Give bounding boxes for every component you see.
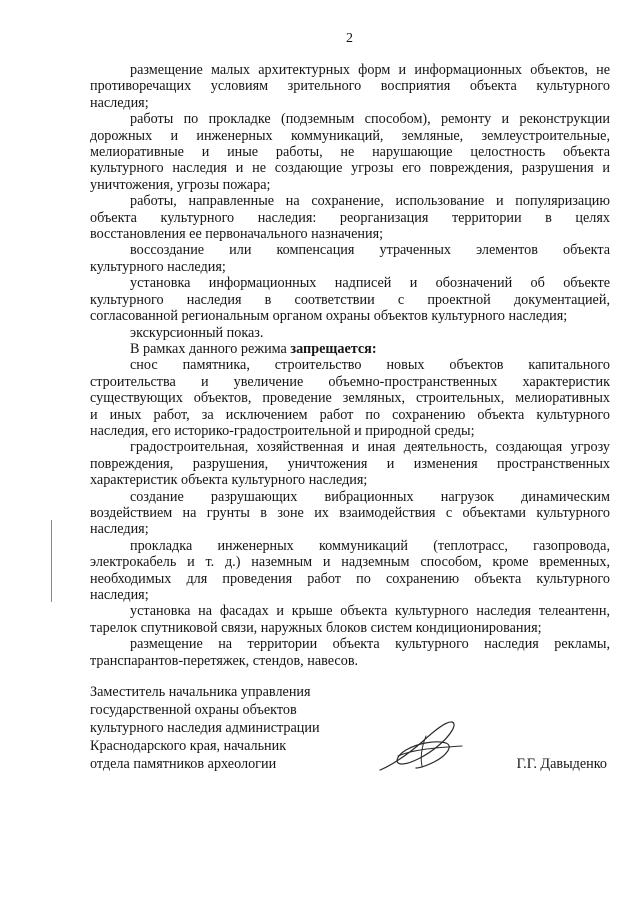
text-line: необходимых для проведения работ по сохранению объекта культурного — [90, 570, 610, 587]
text-line: культурного наследия в соответствии с проектной документацией, — [90, 291, 610, 308]
text-line: существующих объектов, проведение земляных, строительных, мелиоративных — [90, 390, 610, 407]
text-line — [90, 341, 610, 357]
text-line: повреждения, разрушения, уничтожения и изменения пространственных — [90, 455, 610, 472]
page-number: 2 — [346, 31, 353, 46]
paragraph-prohibited-vibration — [90, 489, 610, 538]
text-line: наследия; — [90, 587, 149, 603]
paragraph-permitted-preservation-works — [90, 193, 610, 242]
text-line: воздействием на грунты в зоне их взаимодействия с объектами культурного — [90, 504, 610, 521]
prohibited-keyword: запрещается: — [290, 340, 377, 357]
text-line: размещение на территории объекта культурного наследия рекламы, — [130, 636, 610, 653]
paragraph-permitted-excursions — [90, 325, 610, 341]
text-line: размещение малых архитектурных форм и информационных объектов, не — [130, 62, 610, 78]
document-body — [90, 62, 610, 669]
position-line: Заместитель начальника управления — [90, 684, 311, 700]
paragraph-permitted-utility-works — [90, 111, 610, 193]
text-line: градостроительная, хозяйственная и иная деятельность, создающая угрозу — [130, 439, 610, 456]
scan-edge-line — [51, 520, 52, 602]
text-line: дорожных и инженерных коммуникаций, земляные, землеустроительные, — [90, 127, 610, 144]
paragraph-regime-prohibited-heading — [90, 341, 610, 357]
text-line: строительства и увеличение объемно-пространственных характеристик — [90, 373, 610, 390]
text-line: культурного наследия и не создающие угрозы его повреждения, разрушения и — [90, 160, 610, 177]
text-line: установка на фасадах и крыше объекта культурного наследия телеантенн, — [130, 603, 610, 620]
position-line: государственной охраны объектов — [90, 702, 297, 718]
text-line: тарелок спутниковой связи, наружных блоков систем кондиционирования; — [90, 619, 542, 636]
text-line: согласованной региональным органом охраны объектов культурного наследия; — [90, 308, 568, 325]
paragraph-prohibited-demolition — [90, 357, 610, 439]
text-line: противоречащих условиям зрительного восприятия объекта культурного — [90, 78, 610, 95]
signatory-name: Г.Г. Давыденко — [516, 756, 607, 772]
position-line: культурного наследия администрации — [90, 720, 320, 736]
regime-intro: В рамках данного режима — [130, 340, 291, 357]
paragraph-permitted-info-signs — [90, 275, 610, 324]
handwritten-signature-icon — [376, 716, 466, 776]
text-line: экскурсионный показ. — [130, 324, 264, 341]
text-line: прокладка инженерных коммуникаций (теплотрасс, газопровода, — [130, 537, 610, 554]
text-line: работы по прокладке (подземным способом), ремонту и реконструкции — [130, 111, 610, 128]
text-line: характеристик объекта культурного наследия; — [90, 472, 368, 489]
text-line: работы, направленные на сохранение, использование и популяризацию — [130, 193, 610, 210]
signatory-position — [90, 683, 390, 773]
text-line: создание разрушающих вибрационных нагрузок динамическим — [130, 488, 610, 505]
text-line: наследия; — [90, 94, 149, 111]
paragraph-prohibited-advertising — [90, 636, 610, 669]
paragraph-prohibited-activity — [90, 439, 610, 488]
paragraph-prohibited-utilities — [90, 538, 610, 604]
paragraph-permitted-reconstruction — [90, 242, 610, 275]
text-line: объекта культурного наследия: реорганизация территории в целях — [90, 209, 610, 226]
position-line: отдела памятников археологии — [90, 756, 277, 772]
text-line: установка информационных надписей и обозначений об объекте — [130, 275, 610, 292]
text-line: мелиоративные и иные работы, не нарушающие целостность объекта — [90, 144, 610, 161]
text-line: культурного наследия; — [90, 258, 226, 275]
text-line: восстановления ее первоначального назначения; — [90, 226, 384, 243]
text-line: наследия, его историко-градостроительной и природной среды; — [90, 422, 475, 439]
text-line: уничтожения, угрозы пожара; — [90, 176, 271, 193]
text-line: электрокабель и т. д.) наземным и надземным способом, кроме временных, — [90, 554, 610, 571]
text-line: снос памятника, строительство новых объектов капитального — [130, 357, 610, 374]
text-line: и иных работ, за исключением работ по сохранению объекта культурного — [90, 406, 610, 423]
paragraph-prohibited-antennas — [90, 603, 610, 636]
text-line: транспарантов-перетяжек, стендов, навесов. — [90, 652, 359, 669]
paragraph-permitted-small-forms — [90, 62, 610, 111]
text-line: наследия; — [90, 521, 149, 538]
position-line: Краснодарского края, начальник — [90, 738, 287, 754]
text-line: воссоздание или компенсация утраченных элементов объекта — [130, 242, 610, 259]
